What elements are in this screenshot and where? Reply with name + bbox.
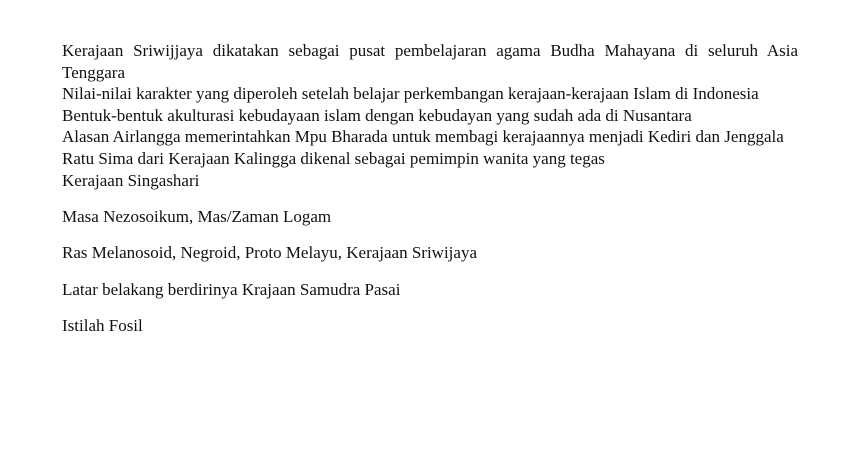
spaced-lines-block xyxy=(62,206,798,337)
text-line-ras-melanosoid: Ras Melanosoid, Negroid, Proto Melayu, Kerajaan Sriwijaya xyxy=(62,243,477,263)
text-line-ratu-sima: Ratu Sima dari Kerajaan Kalingga dikenal sebagai pemimpin wanita yang tegas xyxy=(62,148,605,168)
text-line-akulturasi: Bentuk-bentuk akulturasi kebudayaan islam dengan kebudayan yang sudah ada di Nusantara xyxy=(62,105,692,125)
text-line-istilah-fosil: Istilah Fosil xyxy=(62,316,143,336)
text-line-masa-nezosoikum: Masa Nezosoikum, Mas/Zaman Logam xyxy=(62,206,332,226)
top-lines-block xyxy=(62,40,798,191)
text-line-samudra-pasai: Latar belakang berdirinya Krajaan Samudra Pasai xyxy=(62,279,401,299)
text-line-nilai-karakter: Nilai-nilai karakter yang diperoleh setelah belajar perkembangan kerajaan-kerajaan Islam di Indonesia xyxy=(62,84,759,104)
text-line-sriwijaya: Kerajaan Sriwijjaya dikatakan sebagai pusat pembelajaran agama Budha Mahayana di seluruh Asia Tenggara xyxy=(62,41,798,82)
text-line-airlangga: Alasan Airlangga memerintahkan Mpu Bharada untuk membagi kerajaannya menjadi Kediri dan Jenggala xyxy=(62,127,784,147)
document-body xyxy=(62,40,798,337)
text-line-singashari: Kerajaan Singashari xyxy=(62,170,200,190)
